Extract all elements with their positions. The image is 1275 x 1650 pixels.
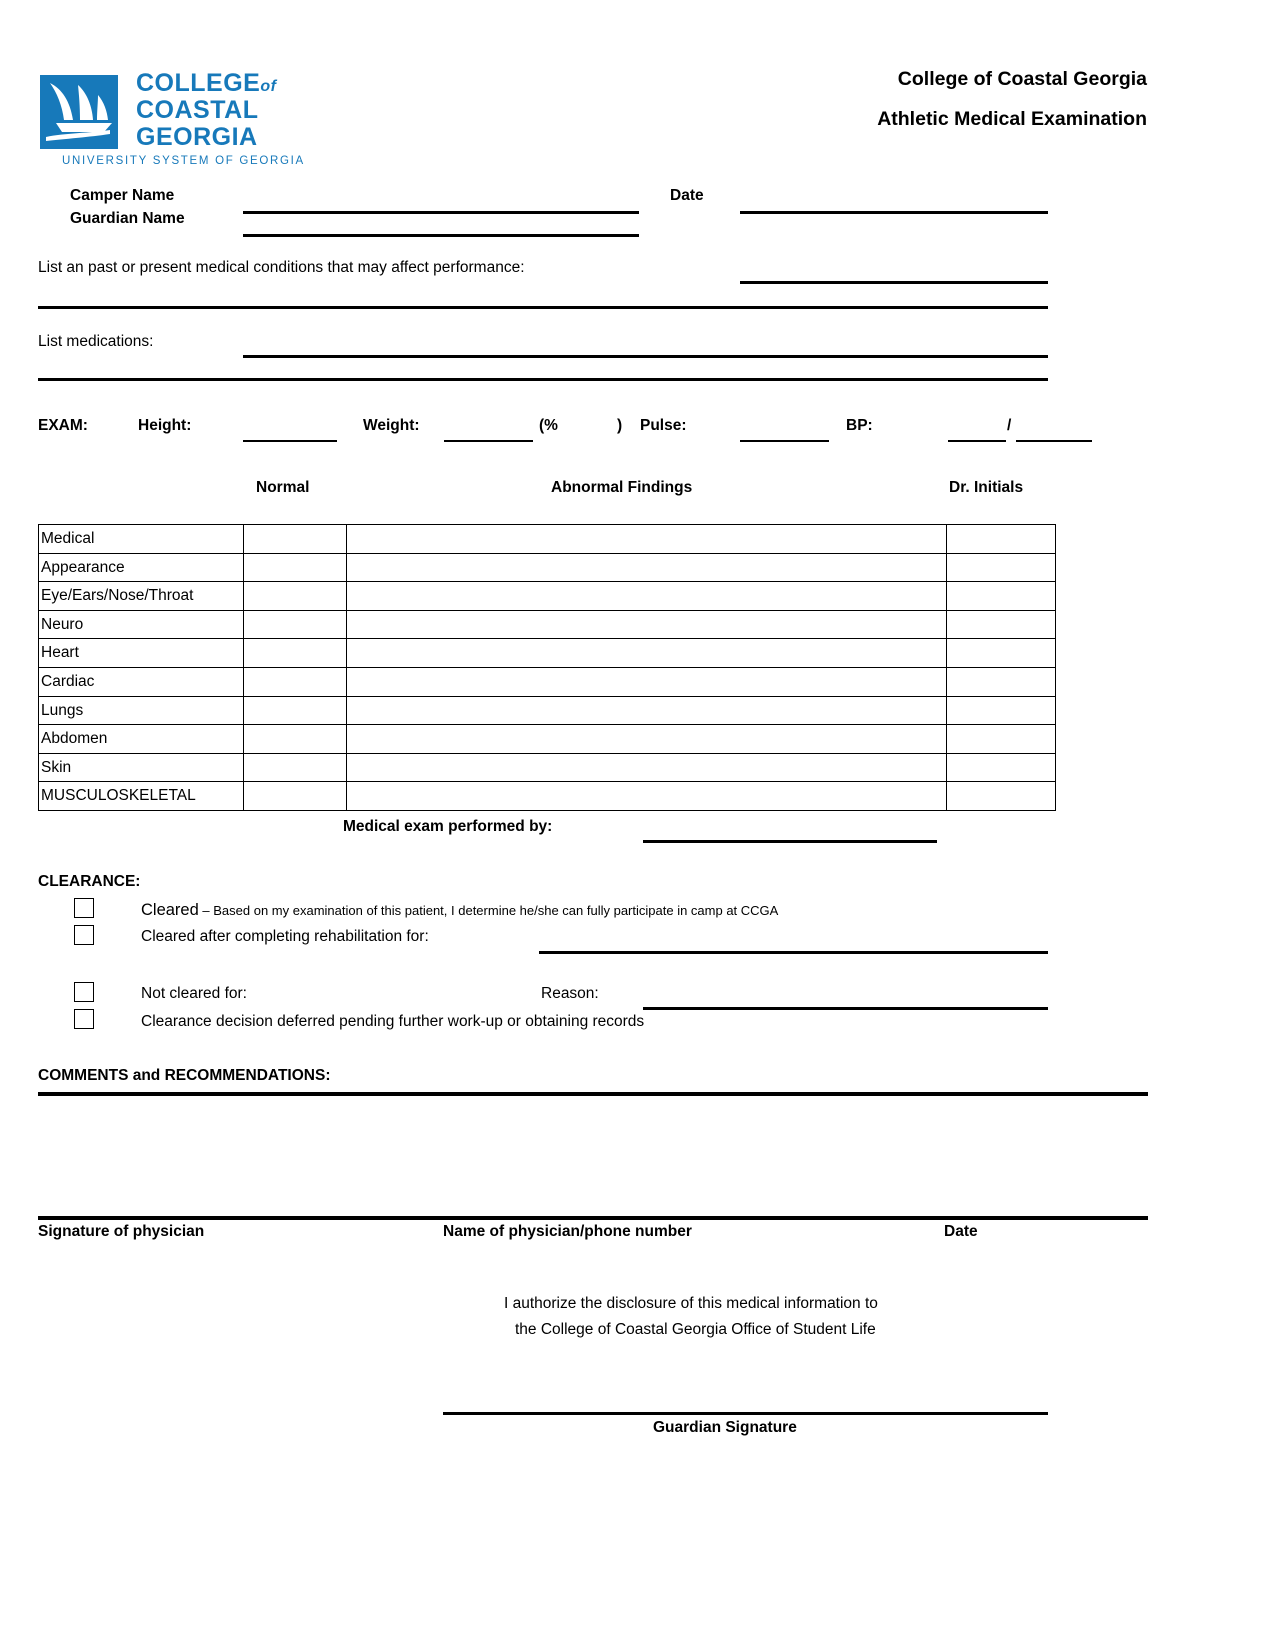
table-row [39, 610, 1056, 639]
table-row [39, 667, 1056, 696]
form-title [587, 70, 1147, 129]
rehab-reason-input[interactable] [539, 951, 1048, 954]
college-logo [40, 67, 310, 172]
row-normal-cell[interactable] [244, 525, 347, 554]
clearance-cleared-detail: Based on my examination of this patient, I determine he/she can fully participate in camp at CCGA [213, 903, 779, 918]
row-abnormal-cell[interactable] [347, 696, 947, 725]
guardian-signature-label: Guardian Signature [653, 1419, 797, 1436]
row-label: Eye/Ears/Nose/Throat [39, 582, 244, 611]
row-abnormal-cell[interactable] [347, 753, 947, 782]
conditions-input-line2[interactable] [38, 306, 1048, 309]
height-input[interactable] [243, 440, 337, 442]
conditions-label: List an past or present medical conditions that may affect performance: [38, 259, 525, 276]
camper-name-input[interactable] [243, 211, 639, 214]
page-subtitle: Athletic Medical Examination [877, 107, 1147, 130]
authorization-line-2: the College of Coastal Georgia Office of Student Life [515, 1321, 876, 1338]
physician-name-label: Name of physician/phone number [443, 1223, 692, 1240]
clearance-option-cleared [141, 902, 778, 919]
exam-findings-table [38, 524, 1056, 811]
row-initials-cell[interactable] [947, 553, 1056, 582]
clearance-heading: CLEARANCE: [38, 873, 141, 890]
weight-label: Weight: [363, 417, 420, 434]
clearance-option-deferred: Clearance decision deferred pending further work-up or obtaining records [141, 1013, 645, 1030]
column-header-abnormal: Abnormal Findings [551, 479, 693, 496]
row-initials-cell[interactable] [947, 610, 1056, 639]
row-normal-cell[interactable] [244, 725, 347, 754]
row-normal-cell[interactable] [244, 553, 347, 582]
row-initials-cell[interactable] [947, 782, 1056, 811]
guardian-name-label: Guardian Name [70, 210, 185, 227]
sailboat-logo-icon [40, 75, 118, 149]
checkbox-cleared-after-rehab[interactable] [74, 925, 94, 945]
column-header-normal: Normal [256, 479, 310, 496]
table-row [39, 553, 1056, 582]
row-abnormal-cell[interactable] [347, 667, 947, 696]
form-header [0, 62, 1275, 172]
row-abnormal-cell[interactable] [347, 553, 947, 582]
row-label: Heart [39, 639, 244, 668]
height-label: Height: [138, 417, 192, 434]
physician-signature-label: Signature of physician [38, 1223, 205, 1240]
pulse-label: Pulse: [640, 417, 687, 434]
performed-by-input[interactable] [643, 840, 937, 843]
row-label: MUSCULOSKELETAL [39, 782, 244, 811]
row-abnormal-cell[interactable] [347, 639, 947, 668]
bp-label: BP: [846, 417, 873, 434]
row-normal-cell[interactable] [244, 667, 347, 696]
table-row [39, 696, 1056, 725]
exam-table-body [39, 525, 1056, 811]
row-normal-cell[interactable] [244, 582, 347, 611]
bp-diastolic-input[interactable] [1016, 440, 1092, 442]
comments-heading: COMMENTS and RECOMMENDATIONS: [38, 1067, 331, 1084]
checkbox-not-cleared[interactable] [74, 982, 94, 1002]
date-input[interactable] [740, 211, 1048, 214]
row-normal-cell[interactable] [244, 610, 347, 639]
row-abnormal-cell[interactable] [347, 582, 947, 611]
pulse-input[interactable] [740, 440, 829, 442]
logo-of-text: of [260, 78, 277, 95]
percent-close-paren: ) [617, 417, 623, 434]
comments-top-rule [38, 1092, 1148, 1096]
bp-separator: / [1007, 417, 1012, 434]
clearance-option-rehab: Cleared after completing rehabilitation for: [141, 928, 429, 945]
row-abnormal-cell[interactable] [347, 725, 947, 754]
table-row [39, 725, 1056, 754]
row-normal-cell[interactable] [244, 696, 347, 725]
guardian-signature-input[interactable] [443, 1412, 1048, 1415]
logo-line-college [136, 71, 316, 96]
table-row [39, 582, 1056, 611]
table-row [39, 753, 1056, 782]
row-abnormal-cell[interactable] [347, 525, 947, 554]
logo-line-coastal: COASTAL [136, 96, 259, 124]
logo-line-georgia: GEORGIA [136, 123, 258, 151]
row-abnormal-cell[interactable] [347, 782, 947, 811]
page-title: College of Coastal Georgia [897, 68, 1147, 90]
clearance-dash: – [198, 903, 214, 918]
row-label: Abdomen [39, 725, 244, 754]
guardian-name-input[interactable] [243, 234, 639, 237]
medications-input-line1[interactable] [243, 355, 1048, 358]
column-header-initials: Dr. Initials [949, 479, 1024, 496]
logo-wordmark [136, 71, 316, 150]
row-initials-cell[interactable] [947, 667, 1056, 696]
row-initials-cell[interactable] [947, 639, 1056, 668]
clearance-option-not-cleared: Not cleared for: [141, 985, 247, 1002]
bp-systolic-input[interactable] [948, 440, 1006, 442]
performed-by-label: Medical exam performed by: [343, 818, 553, 835]
row-abnormal-cell[interactable] [347, 610, 947, 639]
row-label: Neuro [39, 610, 244, 639]
date-label: Date [670, 187, 704, 204]
table-row [39, 782, 1056, 811]
row-label: Medical [39, 525, 244, 554]
row-label: Cardiac [39, 667, 244, 696]
row-initials-cell[interactable] [947, 753, 1056, 782]
not-cleared-reason-input[interactable] [643, 1007, 1048, 1010]
medications-label: List medications: [38, 333, 154, 350]
medications-input-line2[interactable] [38, 378, 1048, 381]
row-initials-cell[interactable] [947, 696, 1056, 725]
row-initials-cell[interactable] [947, 725, 1056, 754]
row-label: Skin [39, 753, 244, 782]
weight-input[interactable] [444, 440, 533, 442]
logo-college-text: COLLEGE [136, 69, 261, 97]
row-label: Lungs [39, 696, 244, 725]
exam-label: EXAM: [38, 417, 88, 434]
conditions-input-line1[interactable] [740, 281, 1048, 284]
clearance-cleared-word: Cleared [141, 901, 199, 919]
not-cleared-reason-label: Reason: [541, 985, 599, 1002]
camper-name-label: Camper Name [70, 187, 175, 204]
authorization-line-1: I authorize the disclosure of this medical information to [504, 1295, 878, 1312]
row-normal-cell[interactable] [244, 782, 347, 811]
row-label: Appearance [39, 553, 244, 582]
checkbox-cleared[interactable] [74, 898, 94, 918]
comments-bottom-rule[interactable] [38, 1216, 1148, 1220]
percent-open-paren: (% [539, 417, 558, 434]
row-normal-cell[interactable] [244, 639, 347, 668]
logo-subtitle: UNIVERSITY SYSTEM OF GEORGIA [62, 155, 305, 167]
table-row [39, 525, 1056, 554]
signature-date-label: Date [944, 1223, 978, 1240]
row-normal-cell[interactable] [244, 753, 347, 782]
row-initials-cell[interactable] [947, 525, 1056, 554]
table-row [39, 639, 1056, 668]
row-initials-cell[interactable] [947, 582, 1056, 611]
checkbox-deferred[interactable] [74, 1009, 94, 1029]
